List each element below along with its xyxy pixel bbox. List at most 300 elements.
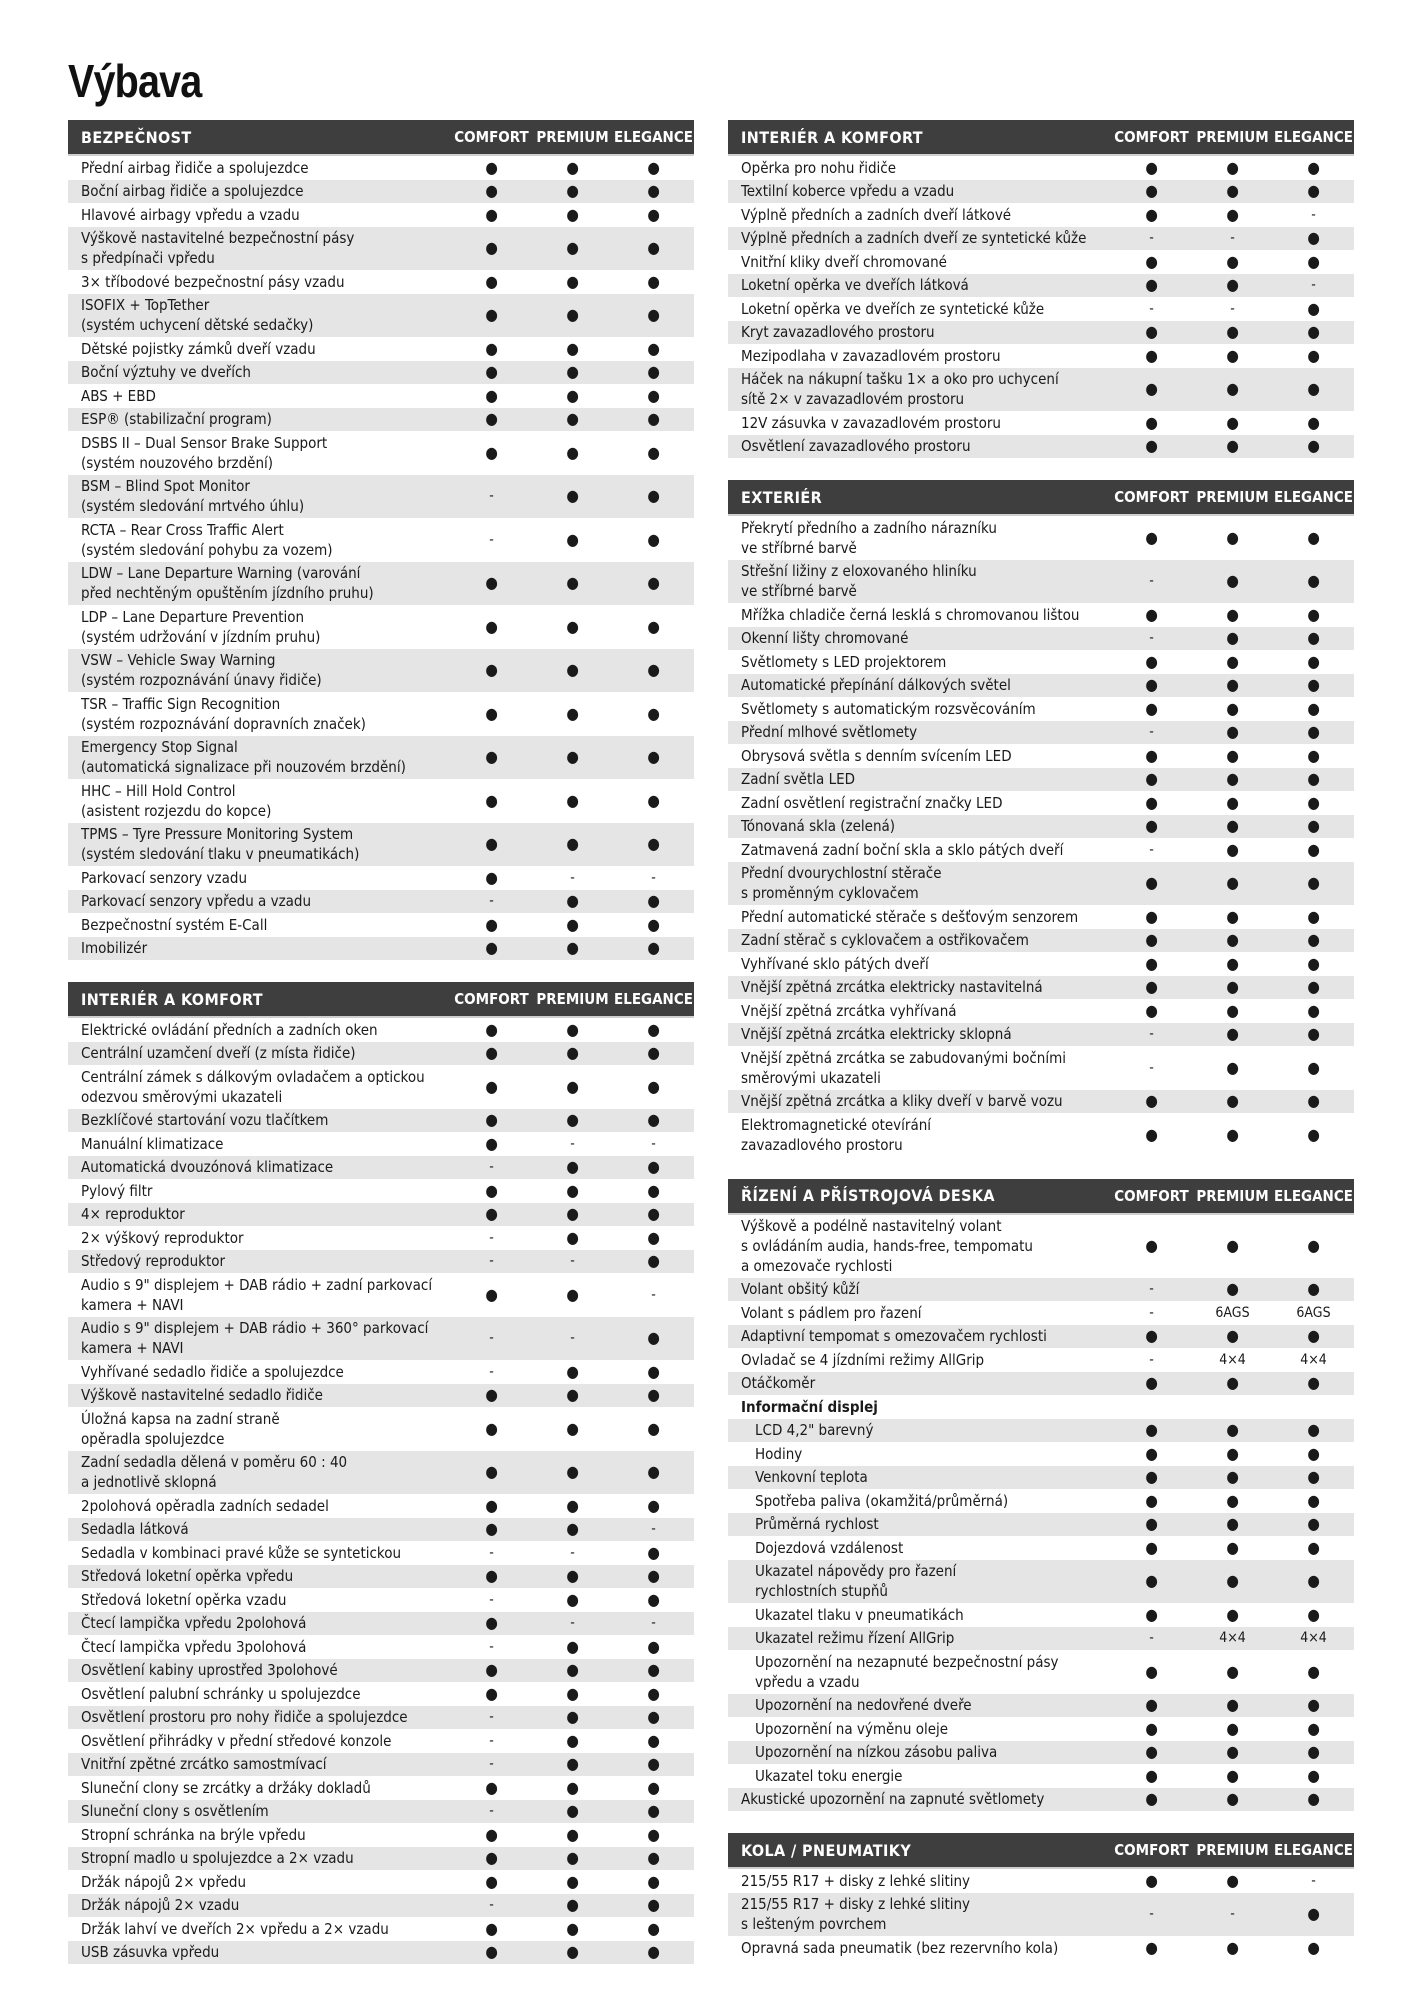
table-row bbox=[728, 180, 1354, 204]
value-elegance: ● bbox=[647, 1824, 660, 1844]
value-premium: ● bbox=[566, 1589, 579, 1609]
value-elegance: ● bbox=[1307, 722, 1320, 742]
value-premium: ● bbox=[566, 1871, 579, 1891]
value-premium: ● bbox=[566, 1361, 579, 1381]
table-row bbox=[68, 1823, 694, 1847]
section-header bbox=[68, 120, 694, 156]
feature-label: Otáčkoměr bbox=[741, 1374, 816, 1393]
value-comfort: ● bbox=[485, 305, 498, 325]
value-premium: ● bbox=[566, 305, 579, 325]
table-row bbox=[728, 1717, 1354, 1741]
feature-label: Vnitřní kliky dveří chromované bbox=[741, 252, 947, 271]
value-comfort: ● bbox=[485, 271, 498, 291]
section-header bbox=[68, 982, 694, 1018]
feature-label: DSBS II – Dual Sensor Brake Support (systém nouzového brzdění) bbox=[81, 433, 328, 472]
feature-label: 215/55 R17 + disky z lehké slitiny bbox=[741, 1871, 971, 1890]
value-premium: - bbox=[1230, 1906, 1235, 1923]
value-comfort: ● bbox=[1145, 1695, 1158, 1715]
value-comfort: - bbox=[1149, 1630, 1154, 1647]
value-comfort: ● bbox=[485, 616, 498, 636]
feature-label: Sluneční clony s osvětlením bbox=[81, 1802, 269, 1821]
table-row bbox=[68, 1203, 694, 1227]
feature-label: Okenní lišty chromované bbox=[741, 629, 909, 648]
feature-label: Parkovací senzory vzadu bbox=[81, 868, 248, 887]
section-header bbox=[728, 1179, 1354, 1215]
value-comfort: ● bbox=[1145, 1490, 1158, 1510]
feature-label: Výplně předních a zadních dveří ze syntetické kůže bbox=[741, 229, 1087, 248]
table-row bbox=[728, 1466, 1354, 1490]
value-elegance: ● bbox=[647, 1251, 660, 1271]
column-header-comfort: COMFORT bbox=[1114, 1186, 1189, 1205]
table-row bbox=[728, 838, 1354, 862]
value-comfort: - bbox=[1149, 841, 1154, 858]
value-elegance: ● bbox=[647, 1043, 660, 1063]
value-comfort: ● bbox=[485, 914, 498, 934]
feature-label: Osvětlení zavazadlového prostoru bbox=[741, 437, 971, 456]
feature-label: Držák nápojů 2× vpředu bbox=[81, 1872, 246, 1891]
value-premium: ● bbox=[566, 790, 579, 810]
table-row bbox=[728, 768, 1354, 792]
value-elegance: ● bbox=[647, 660, 660, 680]
value-elegance: ● bbox=[1307, 1057, 1320, 1077]
value-elegance: ● bbox=[1307, 698, 1320, 718]
value-comfort: ● bbox=[1145, 604, 1158, 624]
value-premium: ● bbox=[1226, 571, 1239, 591]
value-comfort: ● bbox=[485, 660, 498, 680]
value-elegance: ● bbox=[647, 529, 660, 549]
value-premium: ● bbox=[1226, 1236, 1239, 1255]
value-premium: ● bbox=[566, 660, 579, 680]
table-row bbox=[728, 1764, 1354, 1788]
table-row bbox=[728, 250, 1354, 274]
table-row bbox=[68, 1588, 694, 1612]
value-comfort: ● bbox=[1145, 251, 1158, 271]
value-elegance: ● bbox=[1307, 1661, 1320, 1681]
value-elegance: ● bbox=[1307, 1024, 1320, 1044]
column-header-elegance: ELEGANCE bbox=[614, 990, 693, 1008]
table-row bbox=[728, 1215, 1354, 1278]
value-premium: ● bbox=[566, 1519, 579, 1539]
feature-label: 2× výškový reproduktor bbox=[81, 1228, 244, 1247]
table-row bbox=[728, 1650, 1354, 1694]
value-comfort: ● bbox=[485, 157, 498, 177]
value-elegance: ● bbox=[1307, 1537, 1320, 1557]
feature-label: Osvětlení přihrádky v přední středové konzole bbox=[81, 1731, 392, 1750]
value-elegance: 4×4 bbox=[1300, 1351, 1327, 1368]
table-row bbox=[68, 1250, 694, 1274]
value-premium: ● bbox=[566, 703, 579, 723]
value-premium: ● bbox=[566, 834, 579, 854]
value-elegance: ● bbox=[647, 1418, 660, 1438]
table-row bbox=[68, 1800, 694, 1824]
value-comfort: ● bbox=[485, 1942, 498, 1962]
value-premium: ● bbox=[1226, 1537, 1239, 1557]
value-elegance: ● bbox=[1307, 1742, 1320, 1762]
feature-label: 215/55 R17 + disky z lehké slitiny s lešteným povrchem bbox=[741, 1895, 971, 1934]
value-elegance: - bbox=[651, 1286, 656, 1303]
feature-label: Světlomety s automatickým rozsvěcováním bbox=[741, 699, 1036, 718]
value-comfort: ● bbox=[1145, 1236, 1158, 1255]
value-comfort: ● bbox=[485, 338, 498, 358]
value-comfort: - bbox=[489, 1756, 494, 1773]
value-elegance: ● bbox=[1307, 1420, 1320, 1440]
value-premium: ● bbox=[1226, 1443, 1239, 1463]
value-comfort: ● bbox=[485, 1566, 498, 1586]
value-premium: ● bbox=[566, 181, 579, 201]
value-elegance: ● bbox=[647, 573, 660, 593]
table-row bbox=[68, 1317, 694, 1361]
value-comfort: ● bbox=[485, 238, 498, 258]
value-premium: ● bbox=[1226, 1490, 1239, 1510]
table-row bbox=[728, 674, 1354, 698]
value-elegance: - bbox=[1311, 1872, 1316, 1889]
table-row bbox=[728, 516, 1354, 560]
value-comfort: - bbox=[1149, 724, 1154, 741]
table-row bbox=[728, 721, 1354, 745]
feature-label: Stropní madlo u spolujezdce a 2× vzadu bbox=[81, 1849, 354, 1868]
table-row bbox=[728, 952, 1354, 976]
value-premium: ● bbox=[1226, 1326, 1239, 1346]
value-comfort: ● bbox=[485, 834, 498, 854]
table-row bbox=[728, 297, 1354, 321]
value-elegance: ● bbox=[647, 790, 660, 810]
value-comfort: ● bbox=[1145, 816, 1158, 836]
value-comfort: ● bbox=[1145, 181, 1158, 201]
value-premium: ● bbox=[566, 362, 579, 382]
value-elegance: ● bbox=[647, 1918, 660, 1938]
value-premium: ● bbox=[566, 529, 579, 549]
value-premium: ● bbox=[566, 486, 579, 506]
value-elegance: ● bbox=[1307, 1789, 1320, 1809]
value-comfort: ● bbox=[1145, 379, 1158, 399]
value-premium: ● bbox=[1226, 1718, 1239, 1738]
value-elegance: ● bbox=[647, 1157, 660, 1177]
value-elegance: ● bbox=[1307, 298, 1320, 318]
value-elegance: ● bbox=[1307, 1514, 1320, 1534]
feature-label: Čtecí lampička vpředu 3polohová bbox=[81, 1637, 307, 1656]
value-elegance: ● bbox=[1307, 839, 1320, 859]
value-elegance: ● bbox=[647, 238, 660, 258]
table-row bbox=[728, 603, 1354, 627]
table-row bbox=[68, 779, 694, 823]
value-premium: 4×4 bbox=[1219, 1630, 1246, 1647]
feature-label: Světlomety s LED projektorem bbox=[741, 652, 947, 671]
feature-label: Středový reproduktor bbox=[81, 1252, 226, 1271]
feature-label: Zadní stěrač s cyklovačem a ostřikovačem bbox=[741, 931, 1029, 950]
table-row bbox=[68, 1494, 694, 1518]
value-comfort: - bbox=[1149, 1906, 1154, 1923]
feature-label: Mezipodlaha v zavazadlovém prostoru bbox=[741, 346, 1001, 365]
feature-label: Manuální klimatizace bbox=[81, 1134, 224, 1153]
table-row bbox=[728, 1301, 1354, 1325]
value-elegance: - bbox=[1311, 206, 1316, 223]
value-comfort: ● bbox=[1145, 204, 1158, 224]
value-premium: ● bbox=[1226, 769, 1239, 789]
value-premium: ● bbox=[1226, 251, 1239, 271]
value-elegance: - bbox=[651, 869, 656, 886]
feature-label: LCD 4,2" barevný bbox=[755, 1421, 874, 1440]
feature-label: Emergency Stop Signal (automatická signalizace při nouzovém brzdění) bbox=[81, 738, 406, 777]
value-premium: ● bbox=[1226, 345, 1239, 365]
column-header-premium: PREMIUM bbox=[1196, 1841, 1269, 1859]
table-row bbox=[68, 1729, 694, 1753]
value-elegance: ● bbox=[1307, 1326, 1320, 1346]
value-elegance: ● bbox=[647, 1566, 660, 1586]
value-comfort: - bbox=[489, 1159, 494, 1176]
value-comfort: ● bbox=[485, 747, 498, 767]
value-elegance: ● bbox=[1307, 379, 1320, 399]
column-header-comfort: COMFORT bbox=[454, 990, 529, 1008]
value-elegance: - bbox=[651, 1135, 656, 1152]
table-row bbox=[68, 1226, 694, 1250]
value-comfort: - bbox=[1149, 573, 1154, 590]
feature-label: Úložná kapsa na zadní straně opěradla spolujezdce bbox=[81, 1409, 280, 1448]
value-elegance: ● bbox=[1307, 745, 1320, 765]
table-row bbox=[68, 1518, 694, 1542]
value-elegance: ● bbox=[1307, 1937, 1320, 1957]
value-comfort: ● bbox=[1145, 1326, 1158, 1346]
value-elegance: ● bbox=[647, 1204, 660, 1224]
table-row bbox=[68, 1870, 694, 1894]
value-premium: ● bbox=[1226, 1742, 1239, 1762]
value-premium: ● bbox=[566, 1824, 579, 1844]
value-premium: ● bbox=[1226, 604, 1239, 624]
value-elegance: - bbox=[1311, 277, 1316, 294]
value-elegance: ● bbox=[1307, 1718, 1320, 1738]
section-header bbox=[728, 120, 1354, 156]
value-premium: ● bbox=[1226, 745, 1239, 765]
feature-label: Vnější zpětná zrcátka vyhřívaná bbox=[741, 1001, 957, 1020]
value-elegance: ● bbox=[1307, 228, 1320, 248]
feature-label: Textilní koberce vpředu a vzadu bbox=[741, 182, 955, 201]
value-elegance: ● bbox=[1307, 628, 1320, 648]
value-premium: ● bbox=[566, 442, 579, 462]
value-premium: - bbox=[1230, 230, 1235, 247]
value-premium: ● bbox=[566, 891, 579, 911]
value-elegance: ● bbox=[647, 1019, 660, 1039]
table-row bbox=[728, 627, 1354, 651]
section-exterier bbox=[728, 480, 1354, 1157]
value-elegance: ● bbox=[1307, 769, 1320, 789]
feature-label: Volant obšitý kůží bbox=[741, 1280, 860, 1299]
section-rows bbox=[728, 156, 1354, 458]
value-comfort: - bbox=[489, 1803, 494, 1820]
value-premium: ● bbox=[566, 1110, 579, 1130]
table-row bbox=[68, 1451, 694, 1495]
feature-label: TSR – Traffic Sign Recognition (systém rozpoznávání dopravních značek) bbox=[81, 694, 366, 733]
value-premium: ● bbox=[566, 1848, 579, 1868]
value-premium: ● bbox=[1226, 181, 1239, 201]
feature-label: Ukazatel režimu řízení AllGrip bbox=[755, 1629, 955, 1648]
table-row bbox=[68, 1917, 694, 1941]
value-comfort: ● bbox=[1145, 1373, 1158, 1393]
value-elegance: ● bbox=[1307, 1467, 1320, 1487]
value-premium: ● bbox=[566, 1076, 579, 1096]
feature-label: LDP – Lane Departure Prevention (systém udržování v jízdním pruhu) bbox=[81, 607, 321, 646]
value-comfort: ● bbox=[1145, 1467, 1158, 1487]
feature-label: Upozornění na výměnu oleje bbox=[755, 1719, 949, 1738]
table-row bbox=[728, 1788, 1354, 1812]
feature-label: Přední automatické stěrače s dešťovým senzorem bbox=[741, 907, 1079, 926]
value-premium: - bbox=[570, 1253, 575, 1270]
value-comfort: ● bbox=[485, 1204, 498, 1224]
value-comfort: ● bbox=[485, 790, 498, 810]
feature-label: TPMS – Tyre Pressure Monitoring System (systém sledování tlaku v pneumatikách) bbox=[81, 825, 360, 864]
value-elegance: ● bbox=[647, 1871, 660, 1891]
value-elegance: ● bbox=[647, 204, 660, 224]
table-row bbox=[68, 605, 694, 649]
feature-label: Vnější zpětná zrcátka se zabudovanými bočními směrovými ukazateli bbox=[741, 1048, 1066, 1087]
table-row bbox=[68, 1132, 694, 1156]
feature-label: VSW – Vehicle Sway Warning (systém rozpoznávání únavy řidiče) bbox=[81, 651, 322, 690]
table-row bbox=[728, 1372, 1354, 1396]
value-elegance: ● bbox=[1307, 1124, 1320, 1144]
value-premium: ● bbox=[1226, 1000, 1239, 1020]
value-premium: ● bbox=[1226, 1789, 1239, 1809]
value-premium: ● bbox=[1226, 839, 1239, 859]
value-elegance: ● bbox=[647, 747, 660, 767]
value-premium: - bbox=[570, 1135, 575, 1152]
feature-label: Mřížka chladiče černá lesklá s chromovanou lištou bbox=[741, 605, 1080, 624]
value-elegance: ● bbox=[647, 181, 660, 201]
column-header-comfort: COMFORT bbox=[454, 128, 529, 146]
table-row bbox=[68, 1109, 694, 1133]
value-comfort: ● bbox=[485, 1824, 498, 1844]
feature-label: Střešní ližiny z eloxovaného hliníku ve stříbrné barvě bbox=[741, 562, 977, 601]
table-row bbox=[728, 1348, 1354, 1372]
feature-label: Držák nápojů 2× vzadu bbox=[81, 1896, 240, 1915]
feature-label: Spotřeba paliva (okamžitá/průměrná) bbox=[755, 1491, 1009, 1510]
value-premium: ● bbox=[566, 1942, 579, 1962]
table-row bbox=[728, 227, 1354, 251]
value-elegance: ● bbox=[647, 1180, 660, 1200]
value-premium: ● bbox=[1226, 1514, 1239, 1534]
feature-label: Loketní opěrka ve dveřích ze syntetické kůže bbox=[741, 299, 1045, 318]
value-comfort: - bbox=[1149, 1281, 1154, 1298]
feature-label: HHC – Hill Hold Control (asistent rozjezdu do kopce) bbox=[81, 781, 272, 820]
value-premium: ● bbox=[1226, 1467, 1239, 1487]
feature-label: Průměrná rychlost bbox=[755, 1515, 879, 1534]
value-elegance: ● bbox=[647, 1683, 660, 1703]
value-comfort: ● bbox=[485, 703, 498, 723]
table-row bbox=[728, 1113, 1354, 1157]
table-row bbox=[68, 1360, 694, 1384]
table-row bbox=[728, 1893, 1354, 1937]
feature-label: Kryt zavazadlového prostoru bbox=[741, 323, 935, 342]
value-premium: ● bbox=[566, 1385, 579, 1405]
feature-label: Překrytí předního a zadního nárazníku ve stříbrné barvě bbox=[741, 518, 997, 557]
value-elegance: ● bbox=[647, 1660, 660, 1680]
value-elegance: ● bbox=[647, 1076, 660, 1096]
value-premium: ● bbox=[1226, 1695, 1239, 1715]
feature-label: Vyhřívané sklo pátých dveří bbox=[741, 954, 929, 973]
value-elegance: ● bbox=[1307, 527, 1320, 547]
value-premium: ● bbox=[566, 1777, 579, 1797]
value-comfort: ● bbox=[485, 1871, 498, 1891]
feature-label: Háček na nákupní tašku 1× a oko pro uchycení sítě 2× v zavazadlovém prostoru bbox=[741, 370, 1059, 409]
value-comfort: ● bbox=[1145, 1870, 1158, 1890]
feature-label: 12V zásuvka v zavazadlovém prostoru bbox=[741, 413, 1001, 432]
value-premium: ● bbox=[1226, 1420, 1239, 1440]
value-premium: ● bbox=[1226, 1279, 1239, 1299]
value-elegance: ● bbox=[647, 305, 660, 325]
page-title: Výbava bbox=[68, 55, 202, 107]
feature-label: Stropní schránka na brýle vpředu bbox=[81, 1825, 306, 1844]
value-comfort: - bbox=[489, 1591, 494, 1608]
value-comfort: ● bbox=[485, 938, 498, 958]
table-row bbox=[68, 361, 694, 385]
value-premium: ● bbox=[1226, 412, 1239, 432]
table-row bbox=[728, 791, 1354, 815]
value-comfort: ● bbox=[1145, 651, 1158, 671]
value-elegance: ● bbox=[647, 914, 660, 934]
value-premium: ● bbox=[1226, 628, 1239, 648]
table-row bbox=[728, 815, 1354, 839]
value-comfort: ● bbox=[485, 1418, 498, 1438]
feature-label: Zadní osvětlení registrační značky LED bbox=[741, 793, 1003, 812]
value-elegance: ● bbox=[647, 1942, 660, 1962]
value-elegance: ● bbox=[647, 1589, 660, 1609]
value-comfort: ● bbox=[1145, 1443, 1158, 1463]
value-elegance: ● bbox=[1307, 1604, 1320, 1624]
value-premium: - bbox=[570, 1544, 575, 1561]
value-premium: - bbox=[570, 1615, 575, 1632]
value-comfort: - bbox=[1149, 630, 1154, 647]
section-rizeni-a-pristrojova-deska bbox=[728, 1179, 1354, 1812]
table-row bbox=[68, 1042, 694, 1066]
value-comfort: - bbox=[489, 1253, 494, 1270]
value-premium: ● bbox=[566, 1895, 579, 1915]
column-header-elegance: ELEGANCE bbox=[614, 128, 693, 146]
section-rows bbox=[68, 1018, 694, 1964]
table-row bbox=[68, 1179, 694, 1203]
value-elegance: ● bbox=[647, 1227, 660, 1247]
table-row bbox=[68, 1659, 694, 1683]
value-premium: ● bbox=[566, 1566, 579, 1586]
value-comfort: - bbox=[489, 1363, 494, 1380]
table-row bbox=[728, 344, 1354, 368]
feature-label: Opravná sada pneumatik (bez rezervního kola) bbox=[741, 1938, 1059, 1957]
value-elegance: ● bbox=[647, 1542, 660, 1562]
value-premium: ● bbox=[1226, 1870, 1239, 1890]
value-elegance: ● bbox=[1307, 412, 1320, 432]
table-row bbox=[728, 1603, 1354, 1627]
value-premium: ● bbox=[1226, 379, 1239, 399]
table-row bbox=[68, 1776, 694, 1800]
table-row bbox=[728, 156, 1354, 180]
value-comfort: - bbox=[1149, 1026, 1154, 1043]
table-row bbox=[68, 1753, 694, 1777]
value-premium: ● bbox=[1226, 1765, 1239, 1785]
table-row bbox=[728, 1694, 1354, 1718]
value-comfort: ● bbox=[1145, 1000, 1158, 1020]
table-row bbox=[68, 270, 694, 294]
value-comfort: ● bbox=[1145, 322, 1158, 342]
table-row bbox=[68, 408, 694, 432]
value-comfort: ● bbox=[1145, 1604, 1158, 1624]
value-premium: ● bbox=[566, 1801, 579, 1821]
value-premium: ● bbox=[566, 1204, 579, 1224]
value-comfort: ● bbox=[485, 1519, 498, 1539]
left-column bbox=[68, 120, 694, 1986]
value-premium: ● bbox=[566, 1043, 579, 1063]
value-premium: ● bbox=[566, 1754, 579, 1774]
value-comfort: ● bbox=[1145, 930, 1158, 950]
feature-label: BSM – Blind Spot Monitor (systém sledování mrtvého úhlu) bbox=[81, 477, 305, 516]
value-premium: ● bbox=[566, 1284, 579, 1304]
value-comfort: ● bbox=[1145, 1765, 1158, 1785]
value-comfort: ● bbox=[1145, 1742, 1158, 1762]
